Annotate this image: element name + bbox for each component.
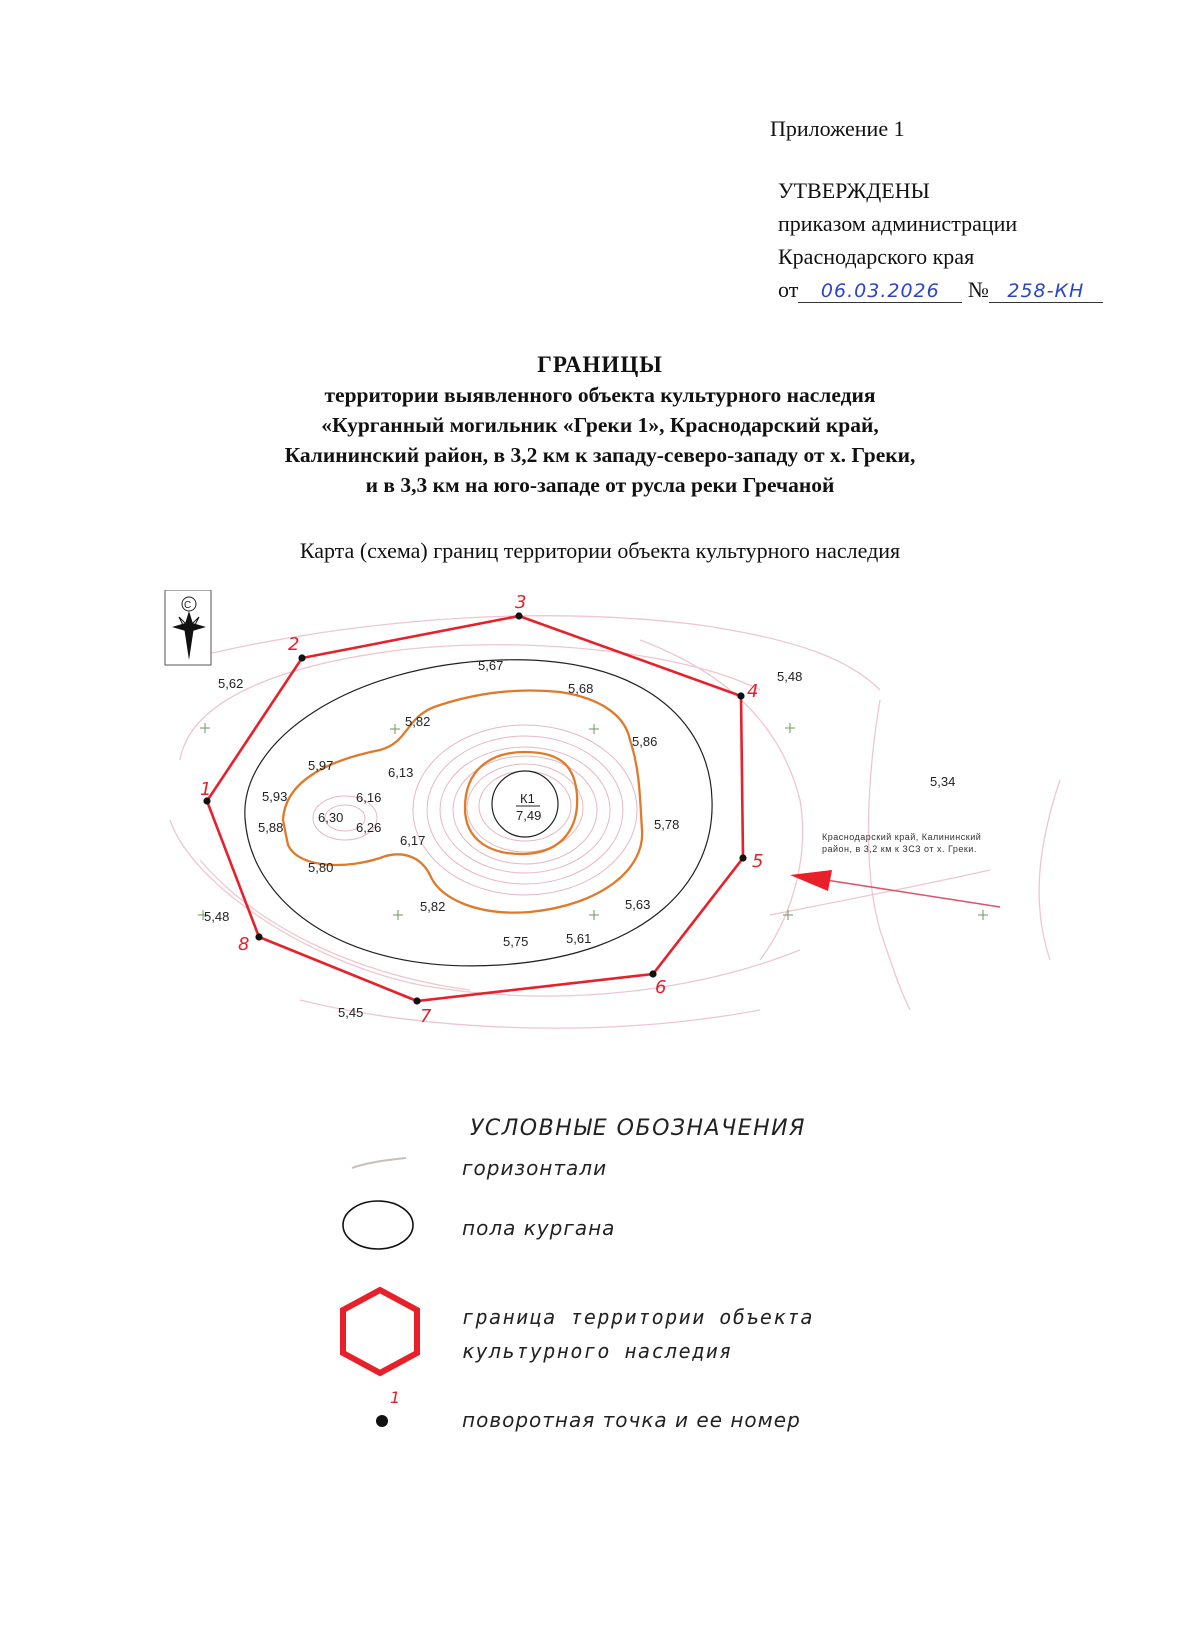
elevation-label: 5,82 (405, 714, 431, 729)
center-value: 7,49 (516, 808, 542, 823)
elevation-label: 5,48 (204, 909, 230, 924)
appendix-label: Приложение 1 (770, 116, 905, 141)
elevation-label: 5,61 (566, 931, 592, 946)
order-date-number (778, 273, 1103, 306)
elevation-label: 5,68 (568, 681, 594, 696)
elevation-label: 5,86 (632, 734, 658, 749)
legend-title: УСЛОВНЫЕ ОБОЗНАЧЕНИЯ (470, 1116, 806, 1141)
mound-legend-icon (338, 1195, 418, 1255)
location-arrow-line (826, 880, 1000, 907)
title-line: территории выявленного объекта культурного наследия (324, 383, 876, 407)
elevation-label: 5,63 (625, 897, 651, 912)
center-label: К1 (520, 791, 535, 806)
point-number-7: 7 (420, 1006, 432, 1027)
map-subtitle: Карта (схема) границ территории объекта культурного наследия (299, 538, 901, 563)
legend-boundary-line2: культурного наследия (462, 1339, 733, 1363)
title-main: ГРАНИЦЫ (537, 352, 663, 377)
legend-point-number: 1 (390, 1388, 401, 1407)
order-date: 06.03.2026 (820, 280, 940, 302)
point-number-5: 5 (752, 851, 764, 872)
approved-heading: УТВЕРЖДЕНЫ (778, 178, 930, 203)
elevation-label: 5,75 (503, 934, 529, 949)
mound-contours (313, 725, 637, 895)
legend-turning-point-label: поворотная точка и ее номер (462, 1408, 801, 1432)
elevation-label: 6,26 (356, 820, 382, 835)
elevation-label: 6,30 (318, 810, 344, 825)
elevation-label: 5,48 (777, 669, 803, 684)
point-number-1: 1 (200, 779, 212, 800)
legend-boundary-label (462, 1300, 814, 1368)
elevation-label: 6,16 (356, 790, 382, 805)
title-line: Калининский район, в 3,2 км к западу-северо-западу от х. Греки, (284, 443, 916, 467)
turning-point-8 (255, 933, 262, 940)
boundary-legend-icon (335, 1285, 425, 1380)
turning-point-4 (737, 692, 744, 699)
number-prefix: № (967, 277, 989, 302)
grid-crosses (198, 723, 988, 920)
elevation-label: 5,78 (654, 817, 680, 832)
north-arrow (165, 590, 211, 665)
terrain-contours (170, 616, 1060, 1028)
contour-legend-icon (350, 1150, 410, 1174)
site-map (0, 590, 1200, 1070)
turning-point-2 (298, 654, 305, 661)
elevation-label: 5,67 (478, 658, 504, 673)
elevation-label: 6,13 (388, 765, 414, 780)
location-annotation: Краснодарский край, Калининский (822, 832, 982, 842)
elevation-label: 5,34 (930, 774, 956, 789)
elevation-label: 5,80 (308, 860, 334, 875)
date-prefix: от (778, 277, 799, 302)
document-title (0, 352, 1200, 500)
turning-point-3 (515, 612, 522, 619)
orange-contours (283, 691, 642, 913)
legend-mound-label: пола кургана (462, 1216, 616, 1240)
point-number-6: 6 (655, 977, 667, 998)
turning-point-5 (739, 854, 746, 861)
elevation-label: 5,97 (308, 758, 334, 773)
title-line: и в 3,3 км на юго-западе от русла реки Гречаной (365, 473, 835, 497)
elevation-label: 5,45 (338, 1005, 364, 1020)
elevation-label: 5,93 (262, 789, 288, 804)
north-letter: С (184, 600, 192, 611)
order-number: 258-КН (1007, 280, 1085, 302)
turning-point-legend-icon (360, 1385, 410, 1435)
point-number-2: 2 (288, 634, 300, 655)
elevation-label: 5,88 (258, 820, 284, 835)
point-number-4: 4 (747, 681, 759, 702)
turning-point-7 (413, 997, 420, 1004)
approved-region: Краснодарского края (778, 244, 975, 269)
approval-block (778, 174, 1103, 306)
legend-boundary-line1: граница территории объекта (462, 1305, 815, 1329)
elevation-label: 6,17 (400, 833, 426, 848)
title-line: «Курганный могильник «Греки 1», Краснодарский край, (321, 413, 879, 437)
approved-by-order: приказом администрации (778, 211, 1018, 236)
point-number-8: 8 (238, 934, 250, 955)
elevation-label: 5,62 (218, 676, 244, 691)
elevation-label: 5,82 (420, 899, 446, 914)
legend-contours-label: горизонтали (462, 1156, 608, 1180)
location-annotation: район, в 3,2 км к ЗСЗ от х. Греки. (822, 844, 977, 854)
point-number-3: 3 (515, 592, 527, 613)
